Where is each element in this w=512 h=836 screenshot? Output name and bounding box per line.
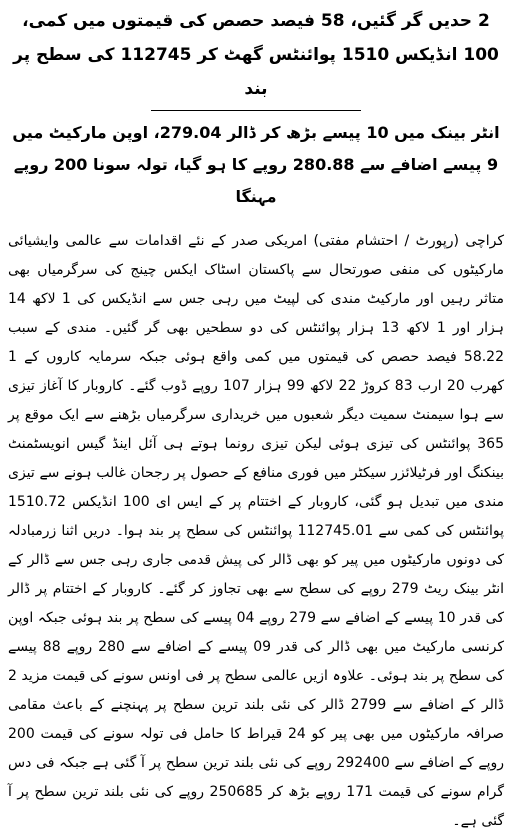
- article-body: [8, 227, 504, 836]
- headline: 2 حدیں گر گئیں، 58 فیصد حصص کی قیمتوں میں کمی، 100 انڈیکس 1510 پوائنٹس گھٹ کر 112745 کی سطح پر بند: [13, 11, 499, 99]
- body-paragraph: کراچی (رپورٹ / احتشام مفتی) امریکی صدر کے نئے اقدامات سے عالمی وایشیائی مارکیٹوں کی منفی صورتحال سے پاکستان اسٹاک ایکس چینج کی سرگرمیاں بھی متاثر رہیں اور مارکیٹ مندی کی لپیٹ میں رہی جس سے انڈیکس کی 1 لاکھ 14 ہزار اور 1 لاکھ 13 ہزار پوائنٹس کی دو سطحیں بھی گر گئیں۔ مندی کے سبب 58.22 فیصد حصص کی قیمتوں میں کمی واقع ہوئی جبکہ سرمایہ کاروں کے 1 کھرب 20 ارب 83 کروڑ 22 لاکھ 99 ہزار 107 روپے ڈوب گئے۔ کاروبار کا آغاز تیزی سے ہوا سیمنٹ سمیت دیگر شعبوں میں خریداری سرگرمیاں بڑھنے سے ایک موقع پر 365 پوائنٹس کی تیزی ہوئی لیکن تیزی رونما ہوتے ہی آئل اینڈ گیس انویسٹمنٹ بینکنگ اور فرٹیلائزر سیکٹر میں فوری منافع کے حصول پر رجحان غالب ہونے سے تیزی مندی میں تبدیل ہو گئی، کاروبار کے اختتام پر کے ایس ای 100 انڈیکس 1510.72 پوائنٹس کی کمی سے 112745.01 پوائنٹس کی سطح پر بند ہوا۔ دریں اثنا زرمبادلہ کی دونوں مارکیٹوں میں پیر کو بھی ڈالر کی پیش قدمی جاری رہی جس سے ڈالر کے انٹر بینک ریٹ 279 روپے کی سطح سے بھی تجاوز کر گئے۔ کاروبار کے اختتام پر ڈالر کی قدر 10 پیسے کے اضافے سے 279 روپے 04 پیسے کی سطح پر بند ہوئی جبکہ اوپن کرنسی مارکیٹ میں بھی ڈالر کی قدر 09 پیسے کے اضافے سے 280 روپے 88 پیسے کی سطح پر بند ہوئی۔ علاوہ ازیں عالمی سطح پر فی اونس سونے کی قیمت مزید 2 ڈالر کے اضافے سے 2799 ڈالر کی نئی بلند ترین سطح پر پہنچنے کے باعث مقامی صرافہ مارکیٹوں میں بھی پیر کو 24 قیراط کا حامل فی تولہ سونے کی قیمت 200 روپے کے اضافے سے 292400 روپے کی نئی بلند ترین سطح پر آ گئی ہے جبکہ فی دس گرام سونے کی قیمت 171 روپے بڑھ کر 250685 روپے کی نئی بلند ترین سطح پر آ گئی ہے۔: [8, 233, 505, 829]
- divider: [151, 110, 361, 111]
- subheadline: انٹر بینک میں 10 پیسے بڑھ کر ڈالر 279.04، اوپن مارکیٹ میں 9 پیسے اضافے سے 280.88 روپے کا ہو گیا، تولہ سونا 200 روپے مہنگا: [12, 123, 500, 206]
